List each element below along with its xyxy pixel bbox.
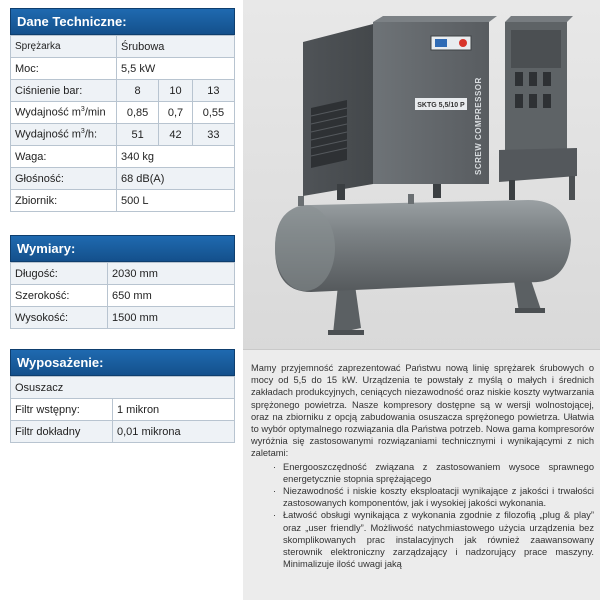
power-value: 5,5 kW: [117, 58, 235, 80]
flow-min-value-1: 0,85: [117, 102, 159, 124]
table-row: [11, 36, 235, 58]
list-item: · Niezawodność i niskie koszty eksploatacji wynikające z jakości i trwałości zastosowanych komponentów, jak i wysokiej jakości wykonania.: [251, 485, 594, 509]
dryer-support: [569, 176, 575, 200]
table-row: [11, 58, 235, 80]
weight-label: Waga:: [11, 146, 117, 168]
compressor-top: [373, 16, 497, 22]
flow-h-label-sup: 3: [80, 128, 85, 136]
compressor-foot: [337, 184, 345, 200]
flow-min-label-suffix: /min: [84, 106, 106, 119]
power-label: Moc:: [11, 58, 117, 80]
feature-list: [251, 461, 594, 571]
table-row: [11, 102, 235, 124]
compressor-foot: [509, 180, 515, 200]
weight-value: 340 kg: [117, 146, 235, 168]
flow-h-value-2: 42: [159, 124, 193, 146]
controller-display: [435, 39, 447, 47]
table-row: [11, 285, 235, 307]
flow-min-value-3: 0,55: [192, 102, 234, 124]
pressure-value-1: 8: [117, 80, 159, 102]
table-row: [11, 307, 235, 329]
length-label: Długość:: [11, 263, 108, 285]
flow-h-value-1: 51: [117, 124, 159, 146]
tank-value: 500 L: [117, 190, 235, 212]
table-row: [11, 146, 235, 168]
air-dryer: [505, 16, 573, 152]
height-label: Wysokość:: [11, 307, 108, 329]
flow-min-label-sup: 3: [80, 106, 85, 114]
dryer-label: Osuszacz: [11, 377, 235, 399]
tank-foot-right: [515, 308, 545, 313]
screw-compressor-vertical-text: SCREW COMPRESSOR: [474, 77, 483, 175]
prefilter-value: 1 mikron: [113, 399, 235, 421]
pressure-value-2: 10: [159, 80, 193, 102]
height-value: 1500 mm: [108, 307, 235, 329]
dimensions-title: Wymiary:: [10, 235, 235, 262]
equipment-panel: [10, 349, 235, 443]
pressure-value-3: 13: [192, 80, 234, 102]
noise-value: 68 dB(A): [117, 168, 235, 190]
compressor-illustration: [243, 0, 600, 350]
dimensions-table: [10, 262, 235, 329]
compressor-label: Sprężarka: [11, 36, 117, 58]
length-value: 2030 mm: [108, 263, 235, 285]
equipment-table: [10, 376, 235, 443]
compressor-value: Śrubowa: [117, 36, 235, 58]
dryer-shelf: [499, 148, 577, 182]
table-row: [11, 190, 235, 212]
description-intro: Mamy przyjemność zaprezentować Państwu nową linię sprężarek śrubowych o mocy od 5,5 do 15 kW. Urządzenia te powstały z myślą o małych i średnich zakładach produkcyjnych, ceniących niezawodność oraz niskie koszty wytwarzania sprężonego powietrza. Nasze kompresory dostępne są w wersji wolnostojącej, oraz na zbiorniku z opcją zabudowania osuszacza sprężonego powietrza. Ułatwia to wybór optymalnego rozwiązania dla Państwa potrzeb. Nowa gama kompresorów wyróżnia się zastosowanymi rozwiązaniami technicznymi i wynikającymi z nich zaletami:: [251, 363, 594, 459]
name-plate-text: SKTG 5,5/10 P: [417, 102, 465, 109]
technical-data-panel: [10, 8, 235, 212]
flow-h-value-3: 33: [192, 124, 234, 146]
product-description: [251, 362, 594, 570]
tank-leg-left: [333, 285, 361, 334]
flow-min-label: [11, 102, 117, 124]
equipment-title: Wyposażenie:: [10, 349, 235, 376]
table-row: [11, 263, 235, 285]
list-item: · Łatwość obsługi wynikająca z wykonania zgodnie z filozofią „plug & play” oraz „user friendly”. Możliwość natychmiastowego użycia urządzenia bez skomplikowanych prac instalacyjnych jak również zaawansowany sterownik elektroniczny zarządzający i nadzorujący prace maszyny. Minimalizuje ilość uwagi jaką: [251, 509, 594, 570]
tank-foot-left: [328, 330, 364, 335]
finefilter-value: 0,01 mikrona: [113, 421, 235, 443]
tank-fitting: [298, 196, 304, 206]
table-row: [11, 80, 235, 102]
air-tank: [275, 200, 571, 292]
technical-data-title: Dane Techniczne:: [10, 8, 235, 35]
flow-h-label-prefix: Wydajność m: [15, 128, 81, 141]
pressure-label: Ciśnienie bar:: [11, 80, 117, 102]
tank-label: Zbiornik:: [11, 190, 117, 212]
list-item: · Energooszczędność związana z zastosowaniem wysoce sprawnego energetycznie stopnia sprężającego: [251, 461, 594, 485]
width-value: 650 mm: [108, 285, 235, 307]
product-photo: [243, 0, 600, 350]
flow-min-value-2: 0,7: [159, 102, 193, 124]
table-row: [11, 377, 235, 399]
table-row: [11, 399, 235, 421]
flow-h-label: [11, 124, 117, 146]
width-label: Szerokość:: [11, 285, 108, 307]
flow-h-label-suffix: /h:: [84, 128, 98, 141]
side-vent-grille: [311, 100, 347, 168]
compressor-foot: [433, 184, 441, 198]
noise-label: Głośność:: [11, 168, 117, 190]
technical-data-table: [10, 35, 235, 212]
tank-fitting: [408, 194, 414, 204]
table-row: [11, 421, 235, 443]
table-row: [11, 168, 235, 190]
dimensions-panel: [10, 235, 235, 329]
finefilter-label: Filtr dokładny: [11, 421, 113, 443]
emergency-stop-button: [459, 39, 467, 47]
prefilter-label: Filtr wstępny:: [11, 399, 113, 421]
table-row: [11, 124, 235, 146]
flow-min-label-prefix: Wydajność m: [15, 106, 81, 119]
product-column: [243, 0, 600, 600]
